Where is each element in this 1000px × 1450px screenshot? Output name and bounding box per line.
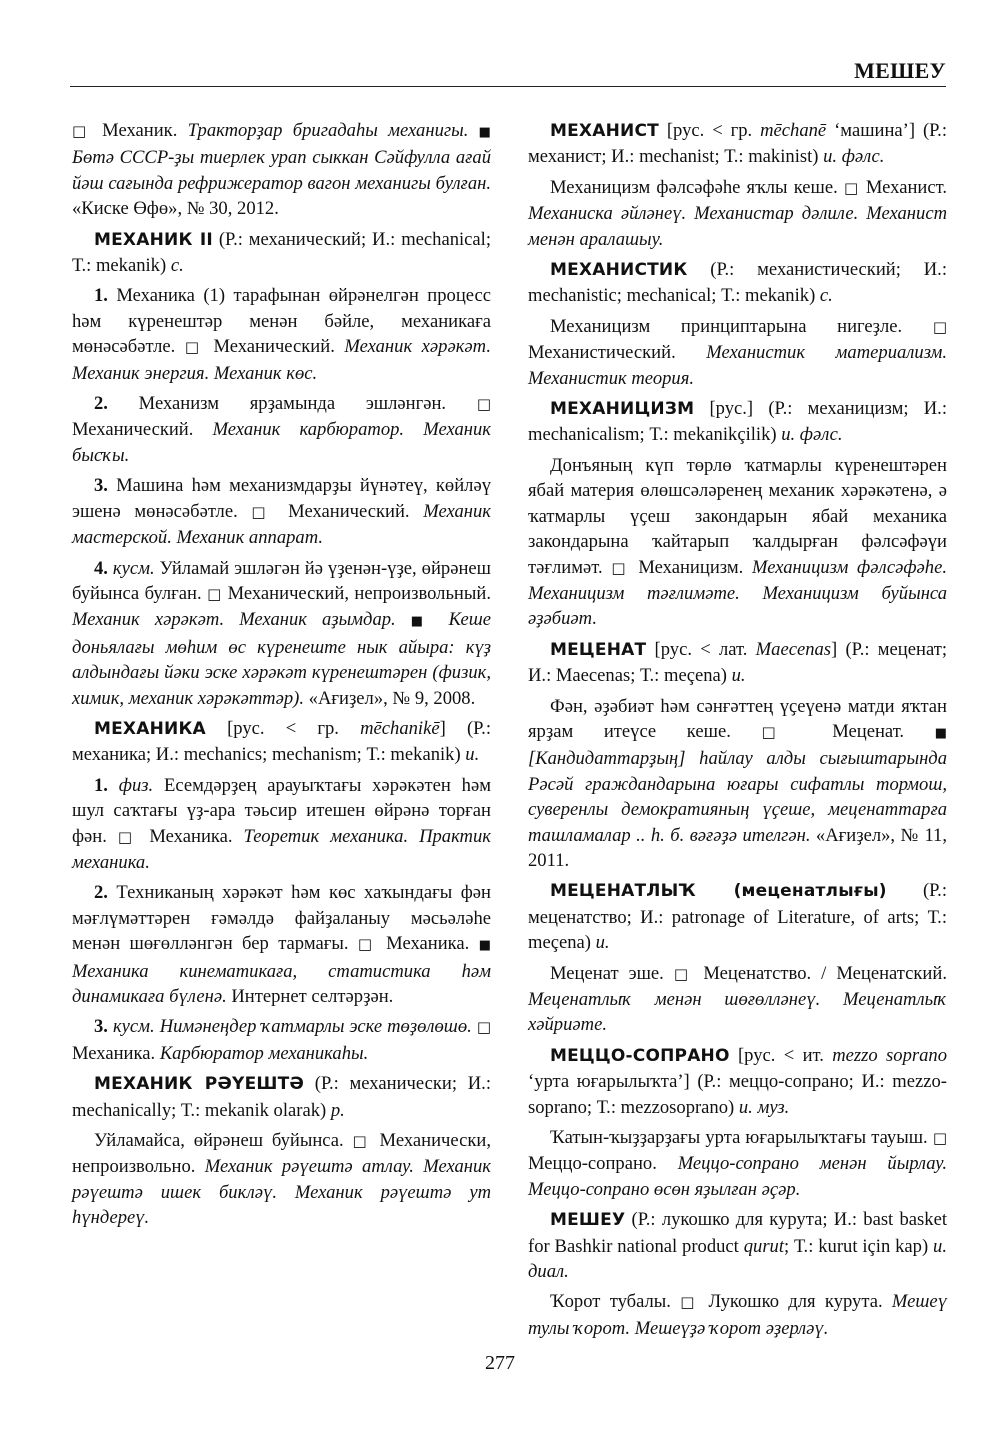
entry-etymology: (Р.: механически; И.: mechanically; Т.: mekanik olarak) [72, 1073, 491, 1121]
bullet-marker: ■ [478, 125, 491, 140]
headword: МЕШЕУ [550, 1210, 626, 1231]
sense-1 [72, 283, 491, 386]
definition: Механицизм принциптарына нигеҙле. [550, 315, 933, 337]
part-of-speech: и. фәлс. [823, 146, 885, 168]
translation: Механический. [72, 419, 213, 441]
header-rule [70, 86, 946, 87]
example: Меценатлыҡ менән шөғөлләнеү. Меценатлыҡ хәйриәте. [528, 989, 947, 1036]
sense-2 [72, 880, 491, 1009]
example: Мешеү тулы ҡорот. Мешеүҙә ҡорот әҙерләү. [528, 1291, 947, 1339]
usage-label: физ. [118, 774, 154, 796]
square-marker: □ [932, 1129, 947, 1148]
square-marker: □ [251, 502, 275, 521]
example: Механистик материализм. Механистик теория. [528, 342, 947, 389]
citation-source: Интернет селтәрҙән. [231, 986, 394, 1007]
etymon: mēchanikē [360, 717, 440, 739]
usage-label: кусм. [112, 1016, 155, 1038]
bullet-marker: ■ [410, 614, 434, 630]
sense-number: 1. [94, 774, 108, 796]
sense-1 [72, 773, 491, 876]
sense-3 [72, 473, 491, 550]
left-column [72, 118, 491, 1236]
square-marker: □ [352, 1132, 371, 1151]
definition: Механика (1) тарафынан өйрәнелгән процесс һәм күренештәр менән бәйле, механикаға мөнәсәбәтле. [72, 285, 491, 358]
entry-paragraph [528, 453, 947, 632]
example: Механик хәрәкәт. Механик энергия. Механик көс. [72, 336, 491, 384]
part-of-speech: и. фәлс. [781, 424, 843, 446]
square-marker: □ [673, 964, 694, 983]
definition: Механицизм фәлсәфәһе яҡлы кеше. [550, 176, 844, 198]
entry-etymology: ‘урта юғарылыҡта’] (Р.: меццо-сопрано; И.: mezzo-soprano; Т.: mezzosoprano) [528, 1071, 947, 1118]
part-of-speech: с. [170, 255, 184, 277]
square-marker: □ [357, 935, 377, 954]
entry-etymology: ‘машина’] (Р.: механист; И.: mechanist; Т.: makinist) [528, 120, 947, 168]
dictionary-entry [528, 118, 947, 170]
entry-etymology: ] (Р.: меценат; И.: Maecenas; Т.: meçena) [528, 638, 948, 687]
part-of-speech: и. [465, 744, 480, 766]
etymon: qurut [743, 1235, 785, 1257]
definition: Меценат эше. [550, 962, 674, 984]
translation: Меццо-сопрано. [528, 1153, 678, 1175]
sense-number: 2. [94, 393, 108, 415]
square-marker: □ [932, 317, 947, 336]
sense-number: 2. [94, 882, 108, 904]
definition: Нимәнеңдер ҡатмарлы эске төҙөлөшө. [159, 1016, 477, 1038]
definition: Механизм ярҙамында эшләнгән. [107, 393, 477, 415]
dictionary-entry [72, 716, 491, 768]
page-number: 277 [485, 1352, 515, 1374]
definition: Ҡатын-ҡыҙҙарҙағы урта юғарылыҡтағы тауыш. [550, 1127, 933, 1149]
bullet-marker: ■ [934, 725, 947, 741]
dictionary-entry [528, 257, 947, 309]
example: Механик карбюратор. Механик бысҡы. [72, 419, 491, 466]
definition: Донъяның күп төрлө ҡатмарлы күренештәрен ябай материя өлөшсәләренең механик хәрәкәтенә, ә ҡатмарлы үҫеш закондарын ябай механика закондарына ҡайтарып ҡалдырған фәлсәфәүи тәғлимәт. [528, 454, 947, 578]
translation: Механик. [102, 120, 188, 141]
definition: Фән, әҙәбиәт һәм сәнғәттең үҫеүенә матди яҡтан ярҙам итеүсе кеше. [528, 695, 947, 742]
entry-paragraph [528, 1289, 947, 1341]
entry-etymology: [рус. < гр. [658, 120, 761, 141]
part-of-speech: и. диал. [528, 1235, 947, 1283]
dictionary-entry [528, 878, 947, 955]
definition: Ҡорот тубалы. [550, 1291, 681, 1313]
sense-number: 4. [94, 557, 108, 579]
example: Механицизм фәлсәфәһе. Механицизм тәғлимәте. Механицизм буйынса әҙәбиәт. [528, 556, 948, 630]
etymon: Maecenas [755, 638, 832, 660]
example: Теоретик механика. Практик механика. [72, 825, 491, 873]
entry-etymology: ] (Р.: механика; И.: mechanics; mechanism; Т.: mekanik) [72, 717, 491, 766]
citation-text: Механика кинематикаға, статистика һәм динамикаға бүленә. [72, 960, 491, 1007]
entry-paragraph [528, 175, 947, 252]
dictionary-entry [528, 637, 947, 689]
translation: Меценат. [832, 720, 935, 742]
sense-number: 3. [94, 1016, 108, 1038]
example: Тракторҙар бригадаһы механигы. [187, 120, 479, 141]
headword: МЕЦЕНАТЛЫҠ (меценатлығы) [550, 881, 887, 902]
headword: МЕХАНИКА [94, 718, 206, 739]
translation: Механически, непроизвольно. [72, 1130, 491, 1178]
square-marker: □ [207, 584, 223, 603]
citation-text: Кеше доньялағы мөһим өс күренеште нык айыра: күҙ алдындағы йәки эске хәрәкәт күренештәрен (физик, химик, механик хәрәкәттәр). [72, 609, 491, 709]
translation: Механический. [288, 500, 424, 522]
square-marker: □ [761, 722, 802, 741]
etymon: mēchanē [760, 120, 827, 141]
example: Карбюратор механикаһы. [159, 1042, 369, 1064]
translation: Механика. [386, 933, 479, 955]
entry-etymology: (Р.: механический; И.: mechanical; Т.: mekanik) [72, 228, 492, 277]
dictionary-entry [528, 396, 947, 448]
definition: Уйламай эшләгән йә үҙенән-үҙе, өйрәнеш буйынса булған. [72, 557, 491, 604]
headword: МЕХАНИСТ [550, 121, 659, 141]
square-marker: □ [117, 827, 139, 846]
part-of-speech: и. [731, 665, 746, 687]
entry-etymology: (Р.: меценатство; И.: patronage of Literature, of arts; Т.: meçena) [528, 880, 947, 954]
definition: Уйламайса, өйрәнеш буйынса. [94, 1130, 353, 1152]
translation: Механицизм. [638, 556, 753, 578]
entry-paragraph [528, 314, 947, 391]
example: Механик рәүештә атлау. Механик рәүештә ишек бикләү. Механик рәүештә ут һүндереү. [72, 1156, 491, 1229]
headword: МЕХАНИК II [94, 229, 213, 250]
dictionary-entry [528, 1043, 947, 1120]
entry-etymology: (Р.: механистический; И.: mechanistic; mechanical; Т.: mekanik) [528, 259, 947, 307]
citation-text: [Кандидаттарҙың] һайлау алды сығыштарында Рәсәй граждандарына юғары сифатлы тормош, суверенлы демократияның үҫеше, меценаттарға ташламалар .. һ. б. вәғәҙә ителгән. [528, 748, 947, 846]
running-head: МЕШЕУ [854, 58, 946, 83]
entry-etymology: (Р.: лукошко для курута; И.: bast basket for Bashkir national product [528, 1209, 947, 1257]
definition: Машина һәм механизмдарҙы йүнәтеү, көйләү эшенә мөнәсәбәтле. [72, 475, 491, 522]
headword: МЕЦЕНАТ [550, 639, 647, 660]
headword: МЕХАНИЦИЗМ [550, 399, 695, 420]
headword: МЕХАНИСТИК [550, 260, 688, 281]
citation-source: «Ағиҙел», № 9, 2008. [308, 687, 476, 709]
square-marker: □ [843, 178, 860, 197]
example: Механик мастерской. Механик аппарат. [72, 500, 491, 549]
entry-etymology: [рус. < гр. [205, 717, 361, 739]
entry-paragraph [528, 1125, 947, 1202]
example: Меццо-сопрано менән йырлау. Меццо-сопрано өсөн яҙылған әҫәр. [528, 1153, 947, 1200]
sense-number: 3. [94, 475, 108, 497]
sense-2 [72, 391, 491, 468]
part-of-speech: и. [595, 932, 610, 954]
translation: Механика. [149, 825, 244, 847]
square-marker: □ [72, 122, 92, 140]
square-marker: □ [680, 1293, 700, 1312]
entry-etymology: ; Т.: kurut için kap) [784, 1235, 934, 1257]
citation-source: «Ағиҙел», № 11, 2011. [528, 824, 947, 871]
square-marker: □ [476, 1018, 491, 1037]
translation: Механический. [213, 336, 345, 358]
sense-4 [72, 556, 491, 711]
etymon: mezzo soprano [832, 1044, 947, 1066]
dictionary-entry [72, 227, 491, 279]
entry-paragraph [528, 961, 947, 1038]
definition: Техниканың хәрәкәт һәм көс хаҡындағы фән мәғлүмәттәрен ғәмәлдә файҙаланыу мәсьәләһе менән шөғөлләнгән бер тармағы. [72, 882, 491, 955]
square-marker: □ [611, 558, 630, 577]
usage-label: кусм. [112, 557, 155, 579]
entry-etymology: [рус. < ит. [729, 1044, 833, 1066]
translation: Лукошко для курута. [708, 1291, 892, 1313]
example: Механик хәрәкәт. Механик аҙымдар. [72, 609, 411, 631]
headword: МЕЦЦО-СОПРАНО [550, 1045, 730, 1066]
part-of-speech: р. [330, 1099, 345, 1121]
part-of-speech: с. [819, 285, 833, 307]
entry-paragraph [528, 694, 947, 874]
sense-3 [72, 1014, 491, 1066]
definition: Есемдәрҙең арауыҡтағы хәрәкәтен һәм шул саҡтағы үҙ-ара тәьсир итешен өйрәнә торған фән. [72, 774, 491, 847]
right-column [528, 118, 947, 1346]
bullet-marker: ■ [478, 938, 491, 954]
dictionary-entry [528, 1207, 947, 1284]
translation: Механистический. [528, 342, 707, 364]
translation: Механика. [72, 1042, 160, 1064]
sense-number: 1. [94, 285, 108, 307]
entry-paragraph [72, 118, 491, 222]
translation: Механист. [865, 176, 947, 198]
square-marker: □ [184, 338, 204, 357]
entry-etymology: [рус.] (Р.: механицизм; И.: mechanicalism; Т.: mekanikçilik) [528, 398, 947, 446]
headword: МЕХАНИК РӘҮЕШТӘ [94, 1074, 305, 1095]
entry-etymology: [рус. < лат. [646, 638, 756, 660]
dictionary-entry [72, 1071, 491, 1123]
square-marker: □ [476, 395, 491, 414]
citation-source: «Киске Өфө», № 30, 2012. [72, 198, 279, 220]
translation: Механический, непроизвольный. [227, 582, 491, 604]
translation: Меценатство. / Меценатский. [703, 962, 947, 984]
citation-text: Бөтә СССР-ҙы тиерлек урап сыккан Сәйфулла ағай йәш сағында рефрижератор вагон механигы булған. [72, 147, 491, 194]
part-of-speech: и. муз. [738, 1096, 790, 1118]
entry-paragraph [72, 1128, 491, 1231]
example: Механиска әйләнеү. Механистар дәлиле. Механист менән аралашыу. [528, 203, 947, 250]
